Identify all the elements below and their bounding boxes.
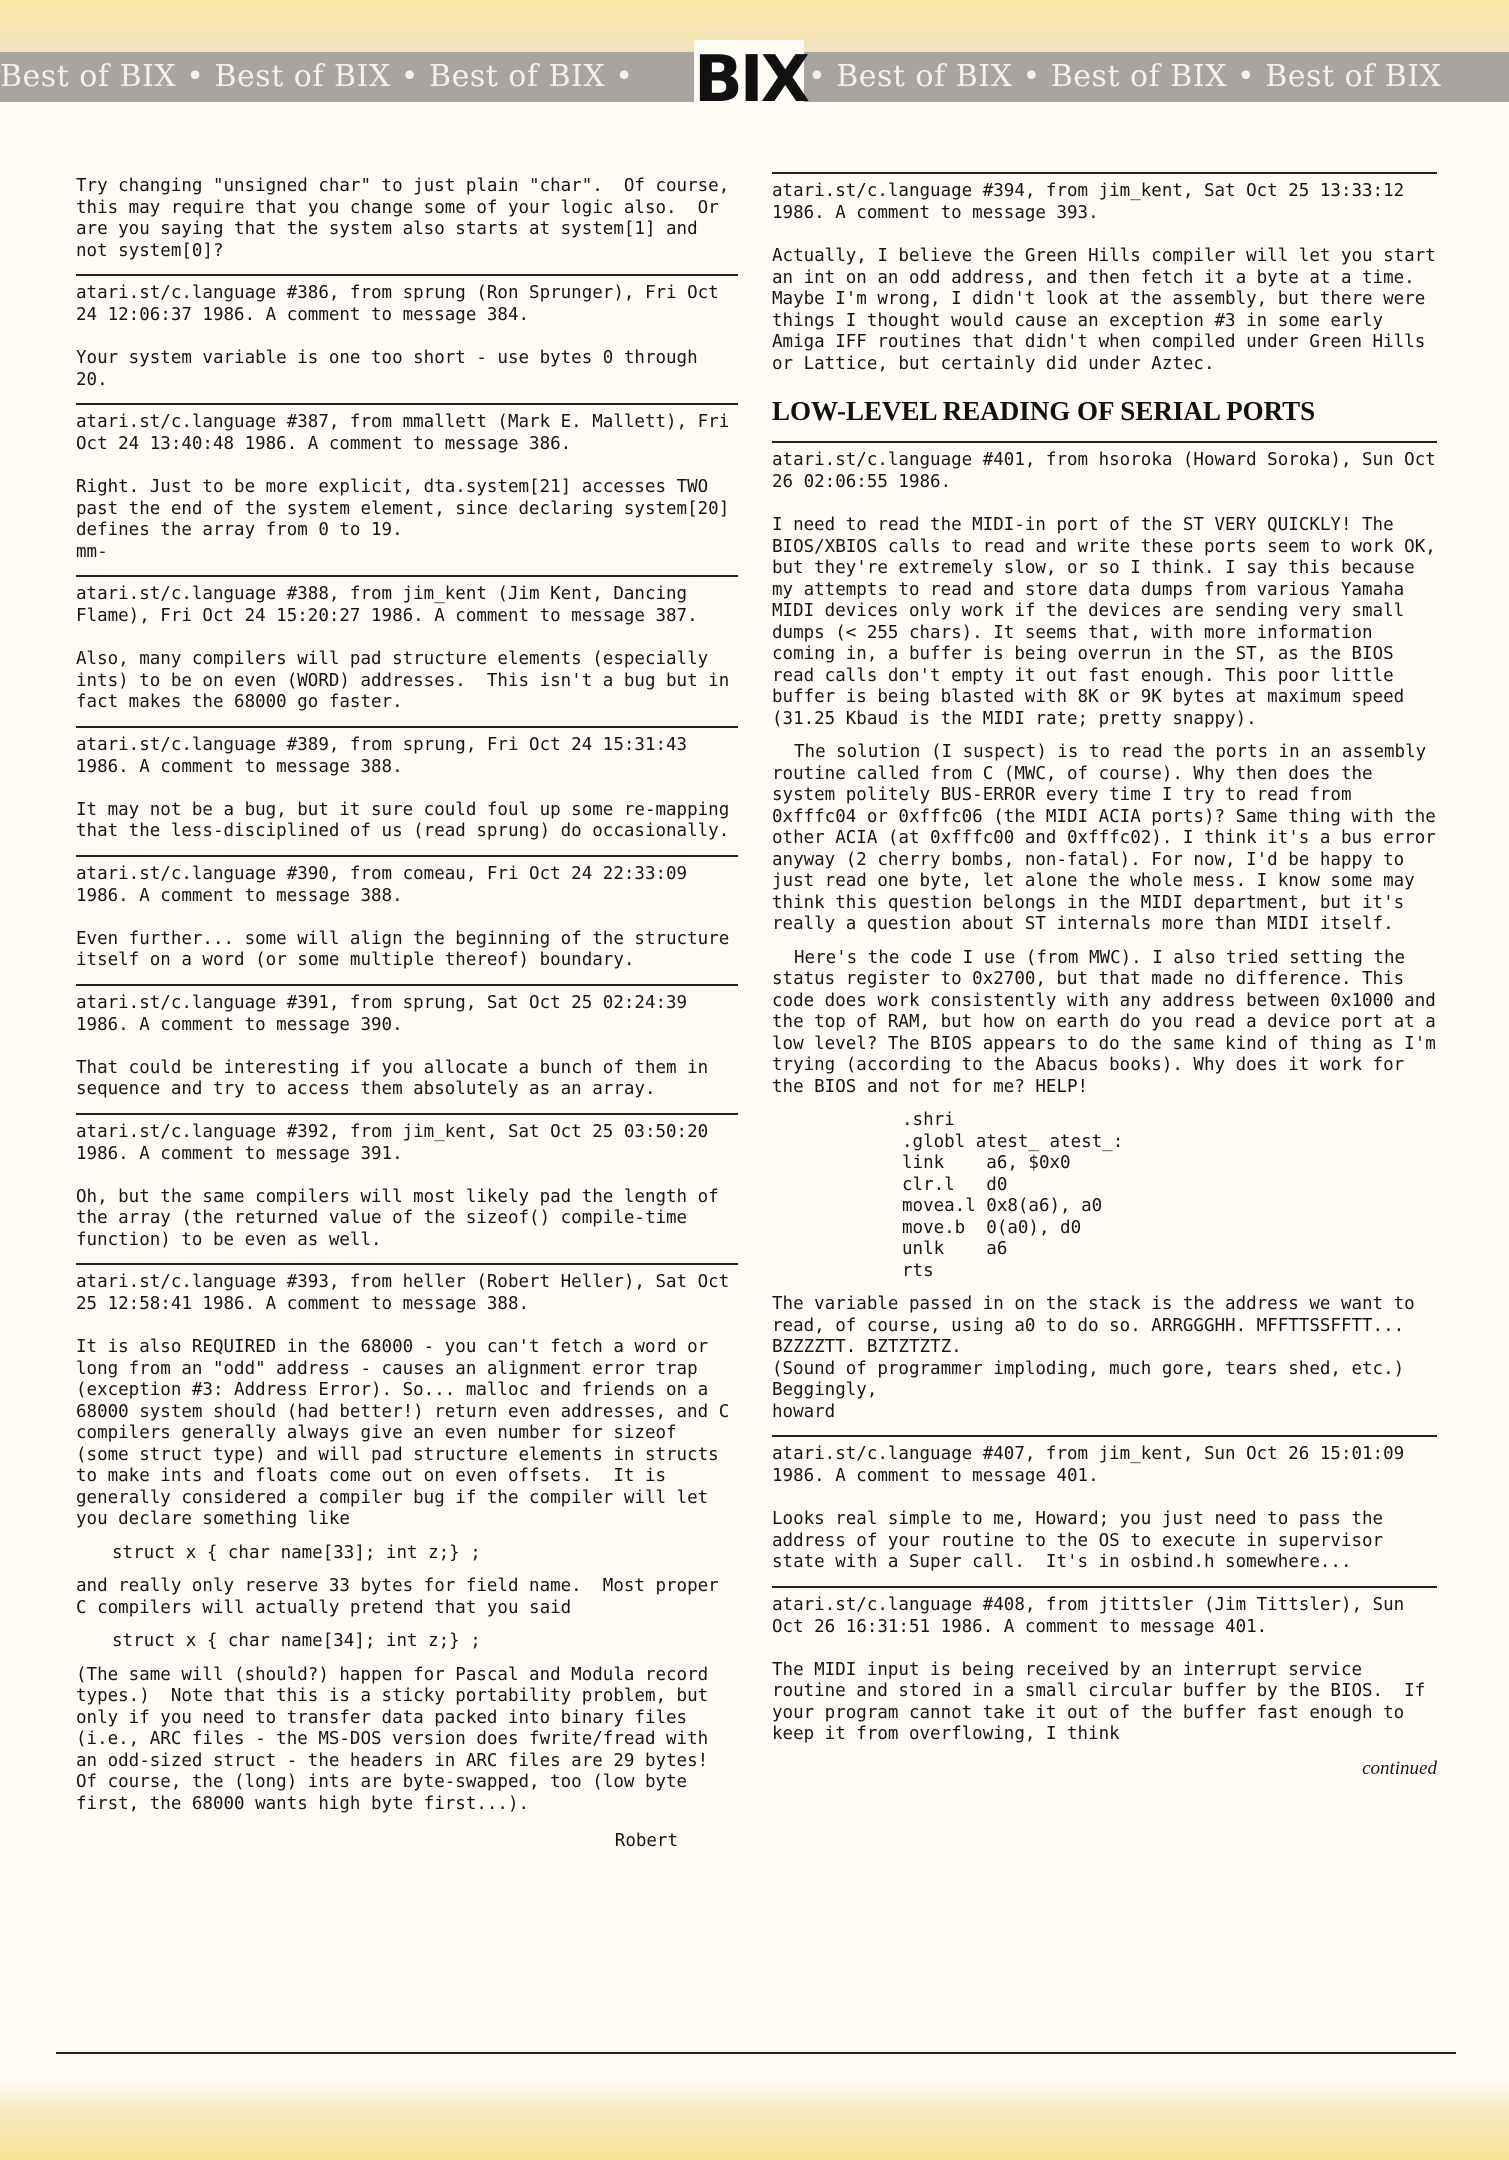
message-394 [772, 172, 1447, 375]
message-body: Looks real simple to me, Howard; you just need to pass the address of your routine to the OS to execute in supervisor state with a Super call. It's in osbind.h somewhere... [772, 1509, 1394, 1572]
section-title: LOW-LEVEL READING OF SERIAL PORTS [772, 396, 1316, 426]
message-paragraph: The solution (I suspect) is to read the ports in an assembly routine called from C (MWC, of course). Why then does the system politely BUS-ERROR every time I try to read from 0xfffc04 or 0xfffc06 (the MIDI ACIA ports)? Same thing with the other ACIA (at 0xfffc00 and 0xfffc02). I think it's a bus error anyway (2 cherry bombs, non-fatal). For now, I'd be happy to just read one byte, let alone the whole mess. I know some may think this question belongs in the MIDI department, but it's really a question about ST internals more than MIDI itself. [772, 742, 1447, 934]
message-408 [772, 1586, 1437, 1746]
bottom-decorative-band [0, 2080, 1509, 2160]
message-header: atari.st/c.language #394, from jim_kent, Sat Oct 25 13:33:12 1986. A comment to message 393. [772, 172, 1437, 224]
message-387 [76, 403, 738, 563]
message-header: atari.st/c.language #389, from sprung, Fri Oct 24 15:31:43 1986. A comment to message 388. [76, 726, 738, 778]
footer-rule [56, 2052, 1456, 2054]
left-column [76, 172, 738, 1865]
message-body: Your system variable is one too short - use bytes 0 through 20. [76, 348, 709, 390]
message-body: Even further... some will align the beginning of the structure itself on a word (or some multiple thereof) boundary. [76, 928, 740, 970]
code-snippet: struct x { char name[34]; int z;} ; [112, 1631, 481, 1651]
message-paragraph: Here's the code I use (from MWC). I also tried setting the status register to 0x2700, but that made no difference. This code does work consistently with any address between 0x1000 and the top of RAM, but how on earth do you read a device port at a low level? The BIOS appears to do the same kind of thing as I'm trying (according to the Abacus books). Why does it work for the BIOS and not for me? HELP! [772, 947, 1447, 1097]
message-body-continued: (The same will (should?) happen for Pascal and Modula record types.) Note that this is a sticky portability problem, but only if you need to transfer data packed into binary files (i.e., ARC files - the MS-DOS version does fwrite/fread with an odd-sized struct - the headers in ARC files are 29 bytes! Of course, the (long) ints are byte-swapped, too (low byte first, the 68000 wants high byte first...). [76, 1664, 730, 1814]
message-header: atari.st/c.language #393, from heller (Robert Heller), Sat Oct 25 12:58:41 1986. A comment to message 388. [76, 1263, 738, 1315]
signoff-name: Robert [614, 1831, 678, 1851]
message-header: atari.st/c.language #391, from sprung, Sat Oct 25 02:24:39 1986. A comment to message 390. [76, 984, 738, 1036]
message-header: atari.st/c.language #388, from jim_kent (Jim Kent, Dancing Flame), Fri Oct 24 15:20:27 1986. A comment to message 387. [76, 575, 738, 627]
message-386 [76, 274, 738, 391]
message-body: Also, many compilers will pad structure elements (especially ints) to be on even (WORD) addresses. This isn't a bug but in fact makes the 68000 go faster. [76, 649, 740, 712]
message-header: atari.st/c.language #387, from mmallett (Mark E. Mallett), Fri Oct 24 13:40:48 1986. A comment to message 386. [76, 403, 738, 455]
bix-logo: BIX [694, 40, 804, 118]
signoff-row [76, 1827, 738, 1865]
message-body-continued: and really only reserve 33 bytes for field name. Most proper C compilers will actually pretend that you said [76, 1576, 730, 1618]
message-header: atari.st/c.language #401, from hsoroka (Howard Soroka), Sun Oct 26 02:06:55 1986. [772, 441, 1437, 493]
message-391 [76, 984, 738, 1101]
continued-label: continued [1362, 1757, 1437, 1779]
message-388 [76, 575, 738, 714]
message-392 [76, 1113, 738, 1252]
message-paragraph: The variable passed in on the stack is the address we want to read, of course, using a0 to do so. ARRGGGHH. MFFTTSSFFTT... BZZZZTT. BZTZTZTZ. (Sound of programmer imploding, much gore, tears shed, etc.) Beggingly, howard [772, 1294, 1415, 1422]
code-snippet: struct x { char name[33]; int z;} ; [112, 1542, 481, 1563]
message-header: atari.st/c.language #407, from jim_kent, Sun Oct 26 15:01:09 1986. A comment to message 401. [772, 1435, 1437, 1487]
message-body: It is also REQUIRED in the 68000 - you can't fetch a word or long from an "odd" address - causes an alignment error trap (exception #3: Address Error). So... malloc and friends on a 68000 system should (had better!) return even addresses, and C compilers generally always give an even number for sizeof (some struct type) and will pad structure elements in structs to make ints and floats come out on even offsets. It is generally considered a compiler bug if the compiler will let you declare something like [76, 1337, 740, 1529]
message-body: The MIDI input is being received by an interrupt service routine and stored in a small circular buffer by the BIOS. If your program cannot take it out of the buffer fast enough to keep it from overflowing, I think [772, 1659, 1436, 1744]
message-389 [76, 726, 738, 843]
message-body: It may not be a bug, but it sure could foul up some re-mapping that the less-disciplined of us (read sprung) do occasionally. [76, 799, 740, 841]
assembly-code: .shri .globl atest_ atest_: link a6, $0x0 clr.l d0 movea.l 0x8(a6), a0 move.b 0(a0), d0 unlk a6 rts [902, 1110, 1124, 1281]
message-body: That could be interesting if you allocate a bunch of them in sequence and try to access them absolutely as an array. [76, 1057, 719, 1099]
right-column [772, 172, 1447, 1780]
banner-right-text: • Best of BIX • Best of BIX • Best of BIX [808, 59, 1442, 94]
message-header: atari.st/c.language #408, from jtittsler (Jim Tittsler), Sun Oct 26 16:31:51 1986. A comment to message 401. [772, 1586, 1437, 1638]
message-393 [76, 1263, 738, 1865]
message-body: Right. Just to be more explicit, dta.system[21] accesses TWO past the end of the system element, since declaring system[20] defines the array from 0 to 19. mm- [76, 477, 730, 562]
message-body: Oh, but the same compilers will most likely pad the length of the array (the returned value of the sizeof() compile-time function) to be even as well. [76, 1186, 730, 1250]
message-body: Actually, I believe the Green Hills compiler will let you start an int on an odd address, and then fetch it a byte at a time. Maybe I'm wrong, I didn't look at the assembly, but there were things I thought would cause an exception #3 in some early Amiga IFF routines that didn't when compiled under Green Hills or Lattice, but certainly did under Aztec. [772, 246, 1447, 374]
message-header: atari.st/c.language #386, from sprung (Ron Sprunger), Fri Oct 24 12:06:37 1986. A comment to message 384. [76, 274, 738, 326]
message-407 [772, 1435, 1437, 1574]
message-390 [76, 855, 738, 972]
intro-paragraph: Try changing "unsigned char" to just plain "char". Of course, this may require that you change some of your logic also. Or are you saying that the system also starts at system[1] and not system[0]? [76, 176, 740, 261]
message-header: atari.st/c.language #392, from jim_kent, Sat Oct 25 03:50:20 1986. A comment to message 391. [76, 1113, 738, 1165]
message-401 [772, 441, 1447, 1423]
message-paragraph: I need to read the MIDI-in port of the ST VERY QUICKLY! The BIOS/XBIOS calls to read and write these ports seem to work OK, but they're extremely slow, or so I think. I say this because my attempts to read and store data dumps from various Yamaha MIDI devices only work if the devices are sending very small dumps (< 255 chars). It seems that, with more information coming in, a buffer is being overrun in the ST, as the BIOS read calls don't empty it out fast enough. This poor little buffer is being blasted with 8K or 9K bytes at maximum speed (31.25 Kbaud is the MIDI rate; pretty snappy). [772, 515, 1447, 729]
banner-left-text: Best of BIX • Best of BIX • Best of BIX • [0, 59, 634, 94]
message-header: atari.st/c.language #390, from comeau, Fri Oct 24 22:33:09 1986. A comment to message 388. [76, 855, 738, 907]
